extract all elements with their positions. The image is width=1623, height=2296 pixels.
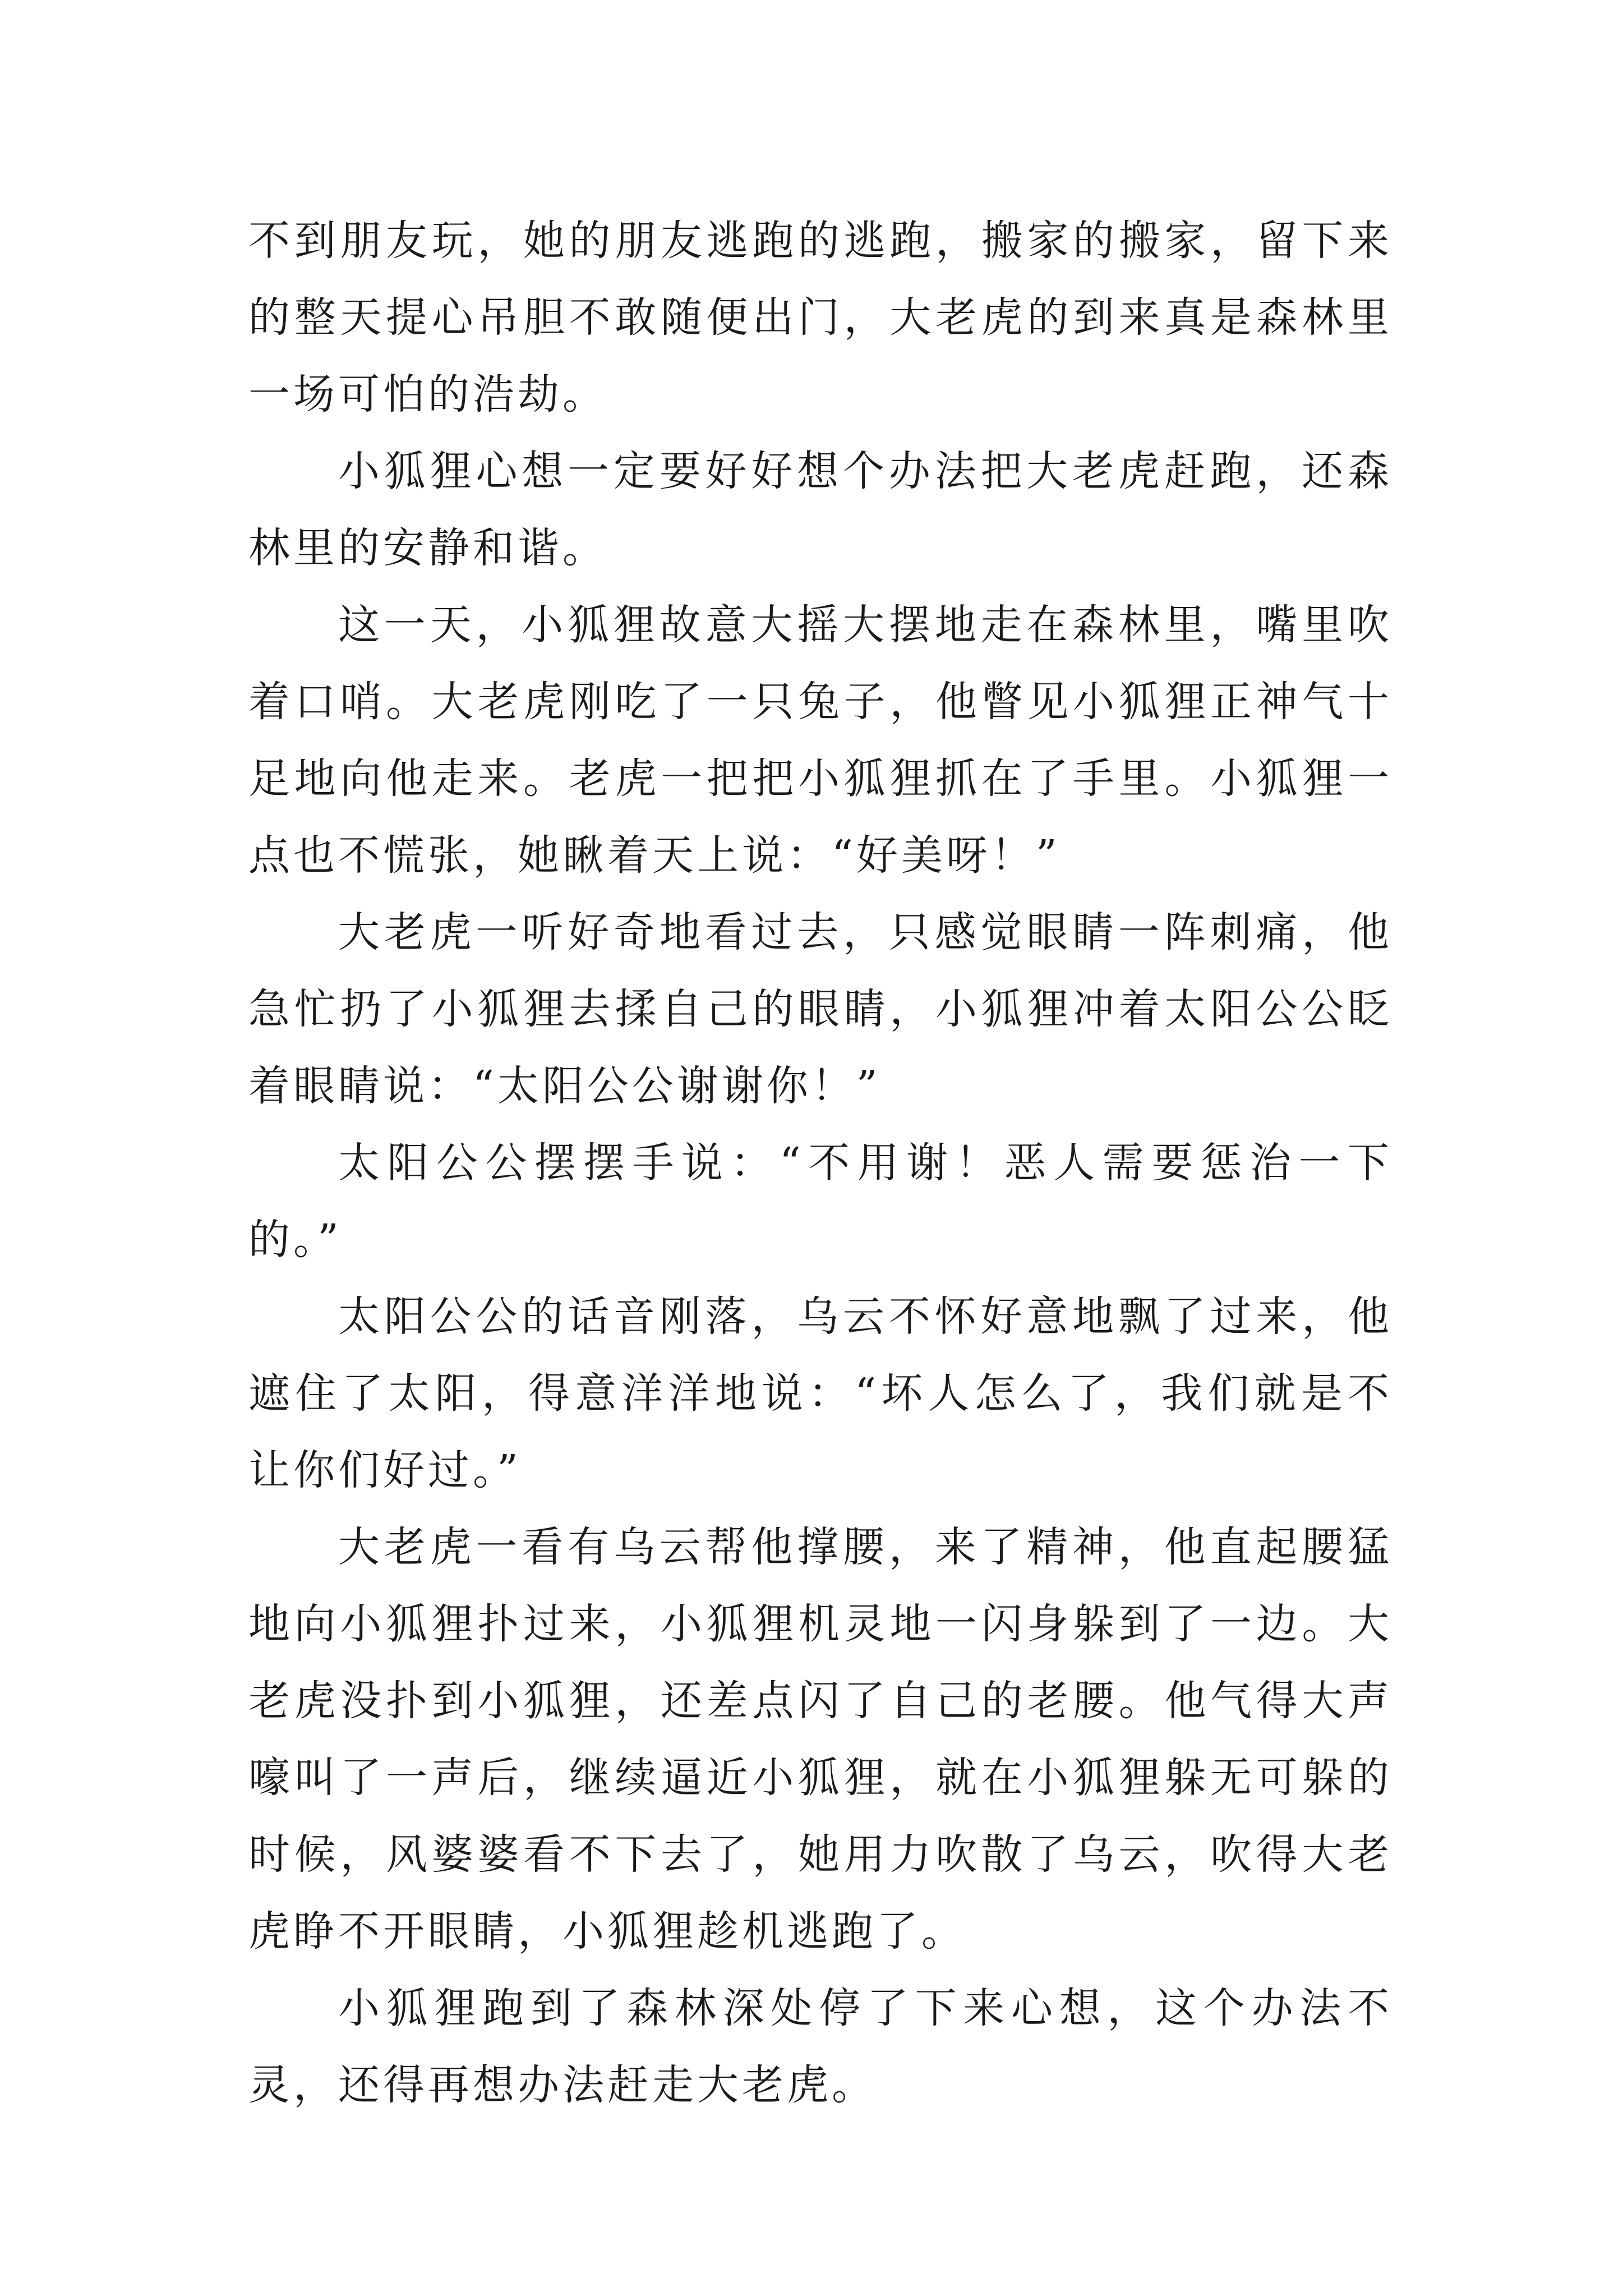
paragraph-1: 不到朋友玩，她的朋友逃跑的逃跑，搬家的搬家，留下来的整天提心吊胆不敢随便出门，大老虎的到来真是森林里一场可怕的浩劫。 xyxy=(248,217,1393,418)
paragraph-5: 太阳公公摆摆手说：“不用谢！恶人需要惩治一下的。” xyxy=(248,1139,1393,1264)
paragraph-4: 大老虎一听好奇地看过去，只感觉眼睛一阵刺痛，他急忙扔了小狐狸去揉自己的眼睛，小狐狸冲着太阳公公眨着眼睛说：“太阳公公谢谢你！” xyxy=(248,908,1393,1110)
story-body xyxy=(248,203,1393,2124)
paragraph-6: 太阳公公的话音刚落，乌云不怀好意地飘了过来，他遮住了太阳，得意洋洋地说：“坏人怎么了，我们就是不让你们好过。” xyxy=(248,1292,1393,1494)
paragraph-3: 这一天，小狐狸故意大摇大摆地走在森林里，嘴里吹着口哨。大老虎刚吃了一只兔子，他瞥见小狐狸正神气十足地向他走来。老虎一把把小狐狸抓在了手里。小狐狸一点也不慌张，她瞅着天上说：“好美呀！” xyxy=(248,601,1393,880)
paragraph-7: 大老虎一看有乌云帮他撑腰，来了精神，他直起腰猛地向小狐狸扑过来，小狐狸机灵地一闪身躲到了一边。大老虎没扑到小狐狸，还差点闪了自己的老腰。他气得大声嚎叫了一声后，继续逼近小狐狸，就在小狐狸躲无可躲的时候，风婆婆看不下去了，她用力吹散了乌云，吹得大老虎睁不开眼睛，小狐狸趁机逃跑了。 xyxy=(248,1523,1393,1955)
paragraph-8: 小狐狸跑到了森林深处停了下来心想，这个办法不灵，还得再想办法赶走大老虎。 xyxy=(248,1984,1393,2109)
paragraph-2: 小狐狸心想一定要好好想个办法把大老虎赶跑，还森林里的安静和谐。 xyxy=(248,447,1393,572)
